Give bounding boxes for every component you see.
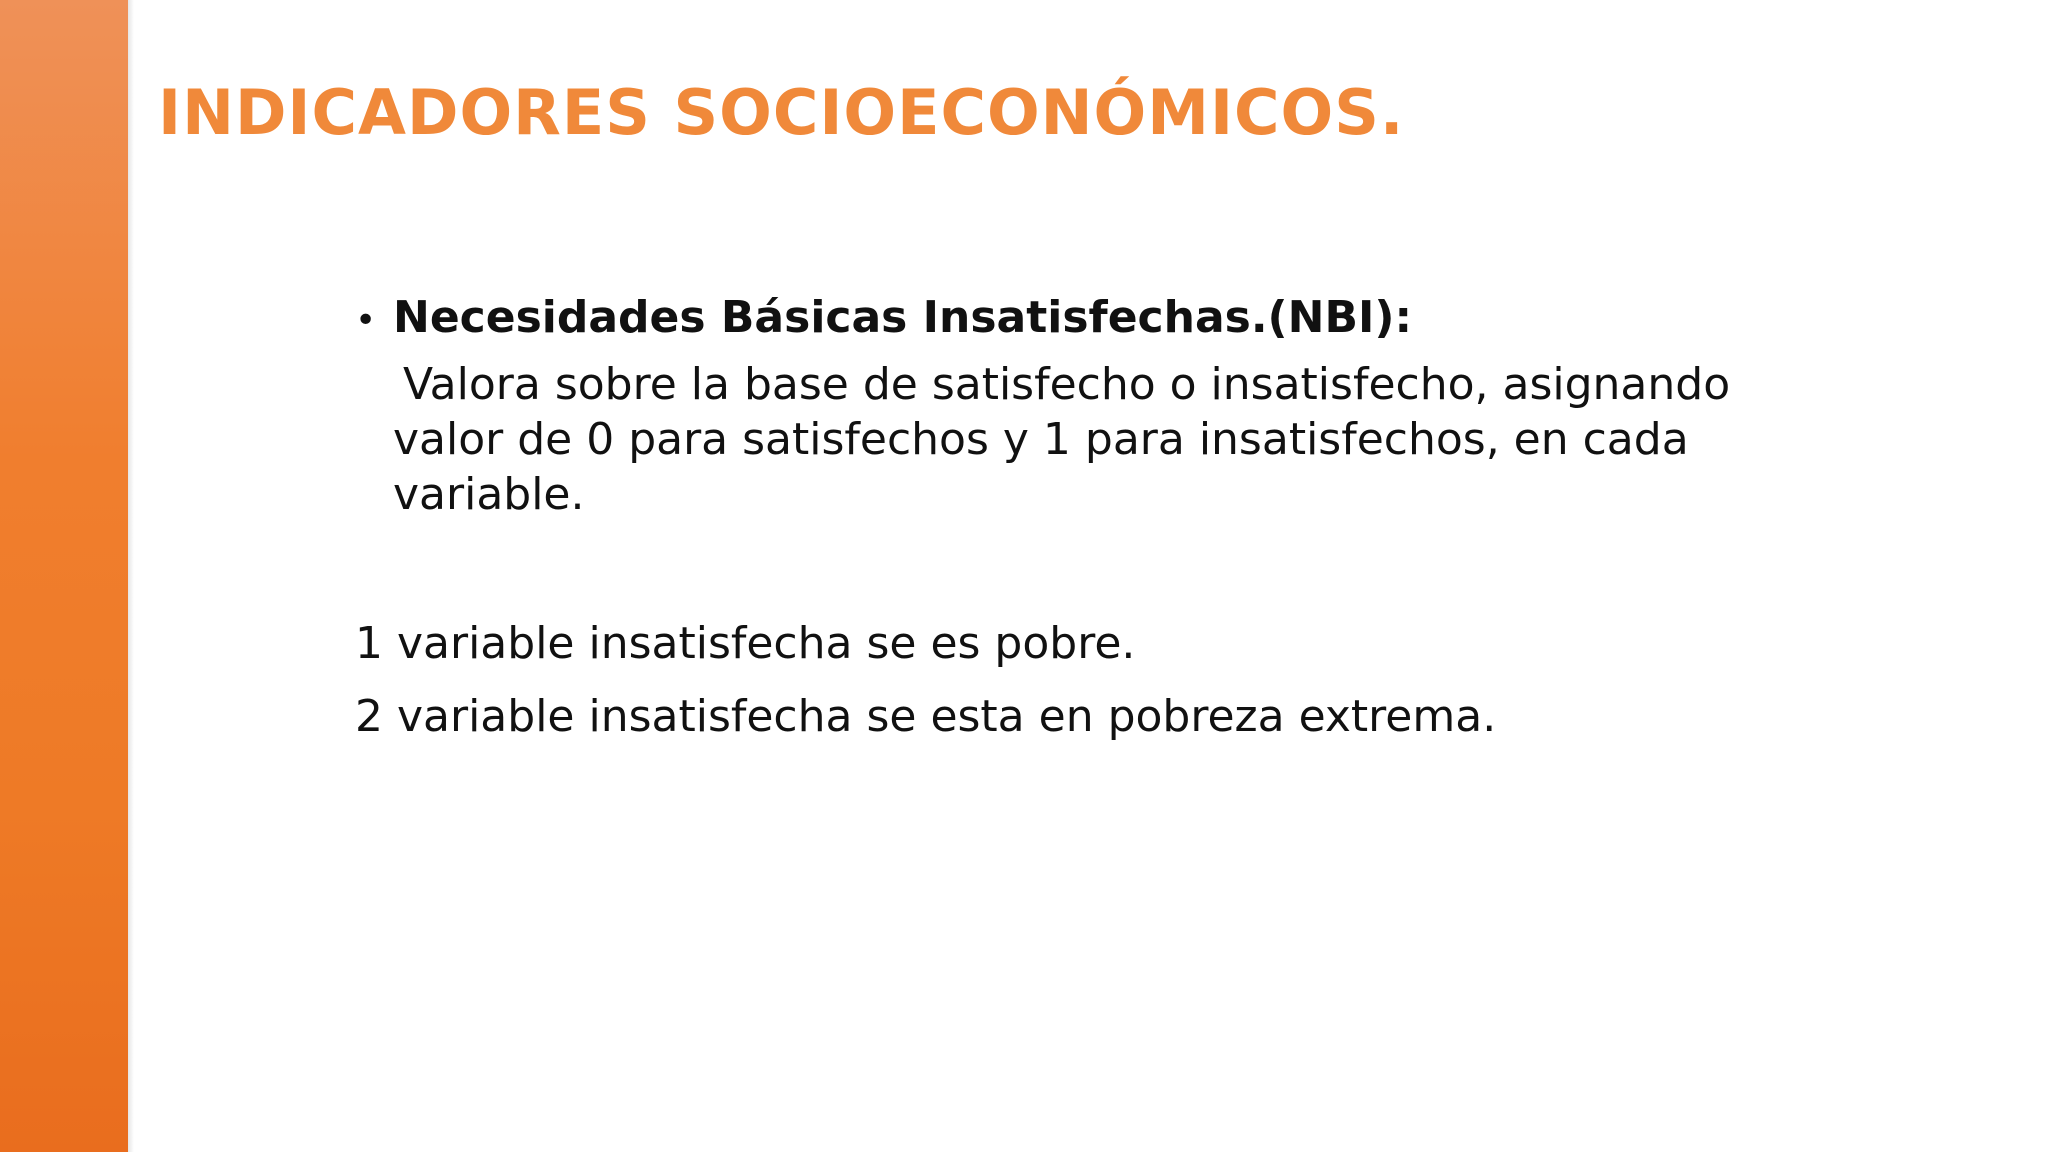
accent-side-bar (0, 0, 128, 1152)
statement-line-2: 2 variable insatisfecha se esta en pobreza extrema. (355, 691, 1497, 742)
bullet-heading: Necesidades Básicas Insatisfechas.(NBI): (393, 292, 1413, 343)
bullet-icon: • (355, 300, 377, 341)
bullet-item (355, 292, 1915, 343)
slide-content (355, 292, 1915, 742)
slide-title: INDICADORES SOCIOECONÓMICOS. (158, 76, 1405, 149)
side-bar-shadow (128, 0, 134, 1152)
statement-line-1: 1 variable insatisfecha se es pobre. (355, 618, 1136, 669)
bullet-description: Valora sobre la base de satisfecho o insatisfecho, asignando valor de 0 para satisfechos y 1 para insatisfechos, en cada variable. (393, 359, 1731, 520)
